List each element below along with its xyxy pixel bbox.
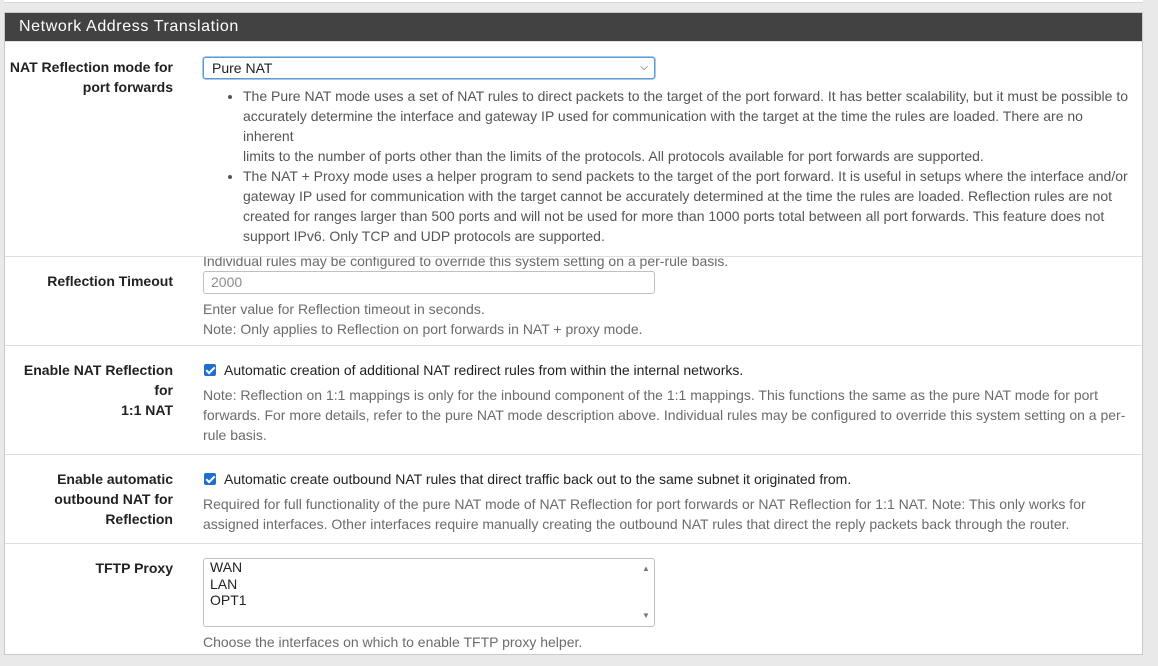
auto-outbound-help-line: Required for full functionality of the pure NAT mode of NAT Reflection for port forwards or NAT Reflection for 1:1 NAT. Note: This only works for bbox=[203, 496, 1086, 512]
tftp-proxy-help: Choose the interfaces on which to enable TFTP proxy helper. bbox=[203, 634, 583, 650]
previous-panel-edge bbox=[4, 0, 1143, 3]
nat-reflection-1to1-label-line2: 1:1 NAT bbox=[121, 402, 173, 418]
nat-reflection-1to1-row bbox=[5, 345, 1142, 454]
auto-outbound-checkbox-label[interactable]: Automatic create outbound NAT rules that direct traffic back out to the same subnet it originated from. bbox=[224, 471, 852, 487]
nat-proxy-help-line: support IPv6. Only TCP and UDP protocols are supported. bbox=[243, 228, 605, 244]
tftp-proxy-label: TFTP Proxy bbox=[95, 560, 173, 576]
nat-reflection-1to1-checkline bbox=[203, 360, 1136, 380]
reflection-timeout-input[interactable] bbox=[203, 271, 655, 294]
reflection-mode-help-list bbox=[203, 86, 1136, 246]
chevron-down-icon: ⌵ bbox=[640, 62, 648, 73]
panel-title: Network Address Translation bbox=[5, 13, 1142, 41]
reflection-timeout-help-line: Enter value for Reflection timeout in seconds. bbox=[203, 301, 485, 317]
nat-reflection-1to1-label bbox=[5, 360, 173, 420]
reflection-mode-label-line2: port forwards bbox=[82, 79, 173, 95]
auto-outbound-label-line2: outbound NAT for bbox=[54, 491, 173, 507]
auto-outbound-help bbox=[203, 494, 1136, 534]
nat-reflection-1to1-help-line: forwards. For more details, refer to the pure NAT mode description above. Individual rules may be configured to override this system setting on a per- bbox=[203, 407, 1126, 423]
nat-proxy-help-line: created for ranges larger than 500 ports and will not be used for more than 1000 ports total between all port forwards. This feature does not bbox=[243, 208, 1105, 224]
nat-proxy-help-line: The NAT + Proxy mode uses a helper program to send packets to the target of the port forward. It is useful in setups where the interface and/or bbox=[243, 168, 1128, 184]
reflection-timeout-body bbox=[203, 271, 1136, 339]
auto-outbound-checkbox[interactable] bbox=[204, 473, 216, 485]
pure-nat-help-line: limits to the number of ports other than the limits of the protocols. All protocols available for port forwards are supported. bbox=[243, 148, 984, 164]
reflection-mode-note: Individual rules may be configured to override this system setting on a per-rule basis. bbox=[203, 253, 729, 269]
nat-reflection-1to1-checkbox[interactable] bbox=[204, 364, 216, 376]
nat-reflection-1to1-help-line: Note: Reflection on 1:1 mappings is only for the inbound component of the 1:1 mappings. This functions the same as the pure NAT mode for port bbox=[203, 387, 1098, 403]
reflection-mode-row bbox=[5, 41, 1142, 269]
reflection-mode-selected-value: Pure NAT bbox=[212, 60, 273, 76]
reflection-timeout-row bbox=[5, 256, 1142, 345]
tftp-proxy-body bbox=[203, 558, 1136, 652]
nat-reflection-1to1-body bbox=[203, 360, 1136, 445]
reflection-mode-label-line1: NAT Reflection mode for bbox=[9, 59, 173, 75]
scroll-down-arrow-icon[interactable]: ▼ bbox=[642, 610, 650, 620]
tftp-proxy-interface-list[interactable] bbox=[203, 558, 655, 627]
auto-outbound-label bbox=[5, 469, 173, 529]
nat-reflection-1to1-label-line1: Enable NAT Reflection for bbox=[23, 362, 173, 398]
auto-outbound-checkline bbox=[203, 469, 1136, 489]
auto-outbound-row bbox=[5, 454, 1142, 543]
nat-proxy-help-item bbox=[243, 166, 1136, 246]
nat-reflection-1to1-checkbox-label[interactable]: Automatic creation of additional NAT redirect rules from within the internal networks. bbox=[224, 362, 744, 378]
pure-nat-help-line: The Pure NAT mode uses a set of NAT rules to direct packets to the target of the port forward. It has better scalability, but it must be possible to bbox=[243, 88, 1129, 104]
nat-proxy-help-line: gateway IP used for communication with the target cannot be accurately determined at the time the rules are loaded. Reflection rules are not bbox=[243, 188, 1113, 204]
auto-outbound-help-line: assigned interfaces. Other interfaces require manually creating the outbound NAT rules that direct the reply packets back through the router. bbox=[203, 516, 1070, 532]
reflection-timeout-help-line: Note: Only applies to Reflection on port forwards in NAT + proxy mode. bbox=[203, 321, 643, 337]
reflection-timeout-help bbox=[203, 299, 1136, 339]
list-item[interactable]: WAN bbox=[210, 559, 243, 575]
reflection-mode-body bbox=[203, 57, 1136, 271]
scroll-up-arrow-icon[interactable]: ▲ bbox=[642, 564, 650, 573]
auto-outbound-body bbox=[203, 469, 1136, 534]
auto-outbound-label-line1: Enable automatic bbox=[57, 471, 173, 487]
nat-reflection-1to1-help bbox=[203, 385, 1136, 445]
reflection-timeout-label: Reflection Timeout bbox=[47, 273, 173, 289]
reflection-timeout-placeholder: 2000 bbox=[211, 274, 243, 290]
reflection-mode-label bbox=[5, 57, 173, 97]
pure-nat-help-item bbox=[243, 86, 1136, 166]
listbox-scrollbar[interactable] bbox=[640, 559, 654, 626]
tftp-proxy-row bbox=[5, 543, 1142, 658]
list-item[interactable]: LAN bbox=[210, 575, 238, 592]
reflection-mode-select[interactable] bbox=[203, 57, 655, 79]
list-item[interactable]: OPT1 bbox=[210, 592, 247, 608]
auto-outbound-label-line3: Reflection bbox=[105, 511, 173, 527]
nat-settings-panel bbox=[4, 12, 1143, 655]
pure-nat-help-line: accurately determine the interface and gateway IP used for communication with the target at the time the rules are loaded. There are no inherent bbox=[243, 108, 1083, 144]
nat-reflection-1to1-help-line: rule basis. bbox=[203, 427, 267, 443]
